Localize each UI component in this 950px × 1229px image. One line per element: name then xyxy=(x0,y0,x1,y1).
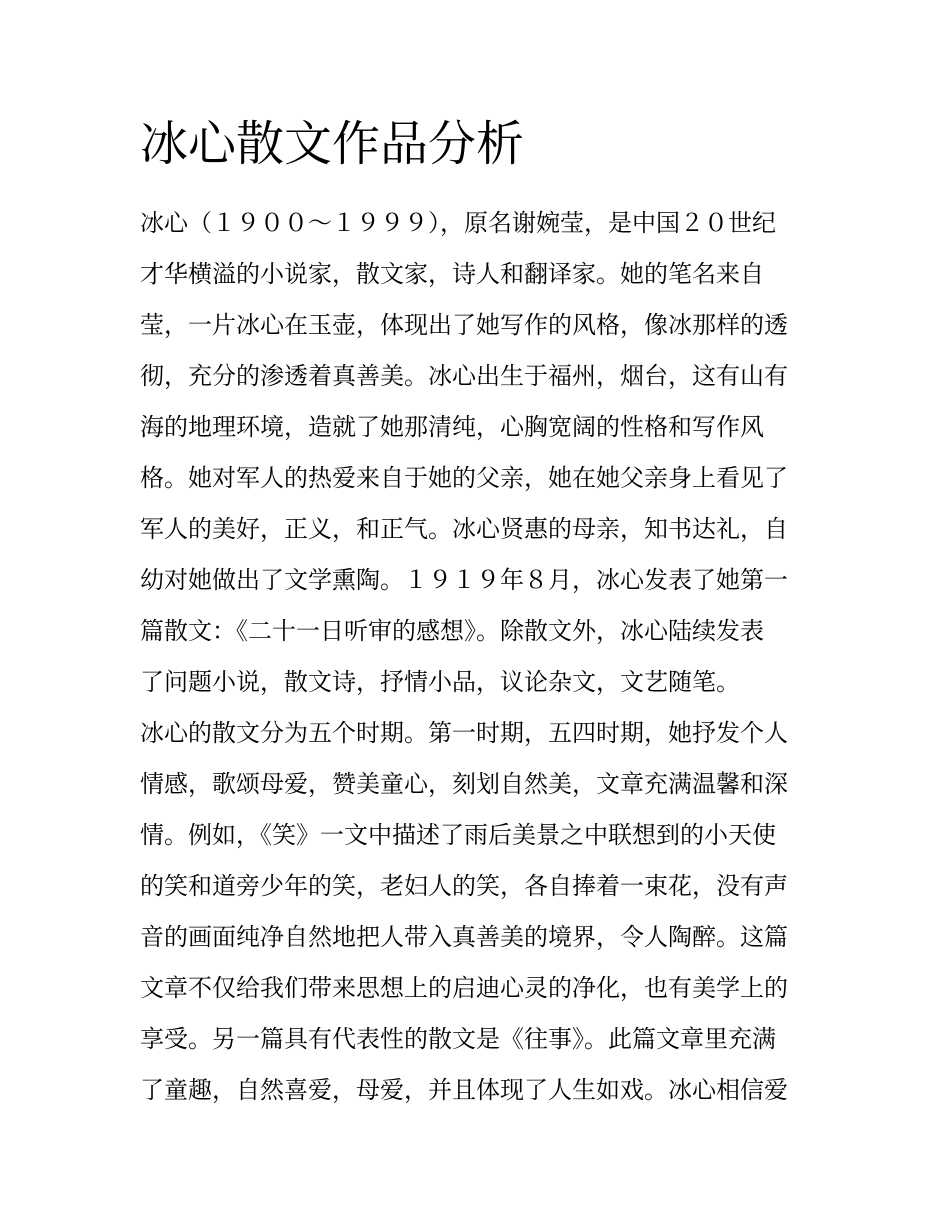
text-line: 彻，充分的渗透着真善美。冰心出生于福州，烟台，这有山有 xyxy=(140,362,788,390)
paragraph-periods xyxy=(140,708,820,1116)
text-line: 格。她对军人的热爱来自于她的父亲，她在她父亲身上看见了 xyxy=(140,464,788,492)
text-line: 莹，一片冰心在玉壶，体现出了她写作的风格，像冰那样的透 xyxy=(140,311,788,339)
text-line: 了问题小说，散文诗，抒情小品，议论杂文，文艺随笔。 xyxy=(140,668,740,696)
text-line: 海的地理环境，造就了她那清纯，心胸宽阔的性格和写作风 xyxy=(140,413,764,441)
text-line: 情感，歌颂母爱，赞美童心，刻划自然美，文章充满温馨和深 xyxy=(140,770,788,798)
text-line: 文章不仅给我们带来思想上的启迪心灵的净化，也有美学上的 xyxy=(140,974,788,1002)
text-line: 冰心的散文分为五个时期。第一时期，五四时期，她抒发个人 xyxy=(140,719,788,747)
text-line: 军人的美好，正义，和正气。冰心贤惠的母亲，知书达礼，自 xyxy=(140,515,788,543)
text-line: 音的画面纯净自然地把人带入真善美的境界，令人陶醉。这篇 xyxy=(140,923,788,951)
text-line: 幼对她做出了文学熏陶。１９１９年８月，冰心发表了她第一 xyxy=(140,566,788,594)
text-line: 才华横溢的小说家，散文家，诗人和翻译家。她的笔名来自 xyxy=(140,260,764,288)
paragraph-intro xyxy=(140,198,820,708)
document-body xyxy=(140,198,820,1116)
text-line: 篇散文：《二十一日听审的感想》。除散文外，冰心陆续发表 xyxy=(140,617,764,645)
text-line: 了童趣，自然喜爱，母爱，并且体现了人生如戏。冰心相信爱 xyxy=(140,1076,788,1104)
text-line: 冰心（１９００～１９９９），原名谢婉莹，是中国２０世纪 xyxy=(140,209,776,237)
text-line: 的笑和道旁少年的笑，老妇人的笑，各自捧着一束花，没有声 xyxy=(140,872,788,900)
text-line: 享受。另一篇具有代表性的散文是《往事》。此篇文章里充满 xyxy=(140,1025,776,1053)
text-line: 情。例如，《笑》一文中描述了雨后美景之中联想到的小天使 xyxy=(140,821,776,849)
document-title: 冰心散文作品分析 xyxy=(140,116,525,172)
